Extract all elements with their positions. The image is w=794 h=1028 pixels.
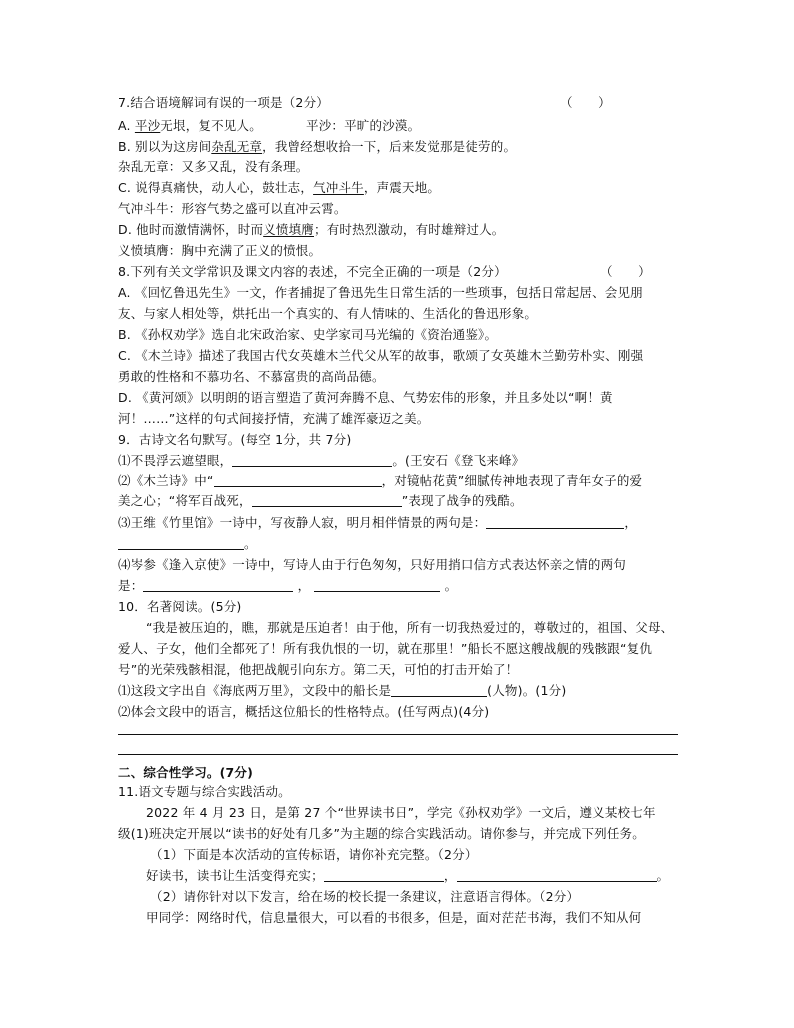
q8-option-a-line1: A. 《回忆鲁迅先生》一文，作者捕捉了鲁迅先生日常生活的一些琐事，包括日常起居、会见朋 — [118, 285, 643, 300]
answer-blank[interactable] — [457, 868, 657, 882]
answer-blank[interactable] — [143, 578, 293, 592]
q7-d-word: 义愤填膺 — [263, 222, 314, 237]
q8-stem: 8.下列有关文学常识及课文内容的表述，不完全正确的一项是（2分） — [118, 264, 507, 279]
q7-d-definition: 义愤填膺：胸中充满了正义的愤恨。 — [118, 243, 322, 258]
q8-option-c-line2: 勇敢的性格和不慕功名、不慕富贵的高尚品德。 — [118, 369, 385, 384]
q7-a-word: 平沙 — [134, 118, 161, 133]
q7-option-c: C. 说得真痛快，动人心，鼓壮志，气冲斗牛，声震天地。 — [118, 180, 441, 195]
q10-subquestion-1: ⑴这段文字出自《海底两万里》，文段中的船长是 (人物)。(1分) — [118, 683, 567, 698]
q10-passage-line1: “我是被压迫的，瞧，那就是压迫者！由于他，所有一切我热爱过的，尊敬过的，祖国、父母、 — [146, 620, 674, 635]
answer-line[interactable] — [118, 734, 678, 735]
q11-stem: 11.语文专题与综合实践活动。 — [118, 784, 291, 799]
q10-passage-line3: 号”的光荣残骸相混，他把战舰引向东方。第二天，可怕的打击开始了！ — [118, 662, 519, 677]
q7-c-definition: 气冲斗牛：形容气势之盛可以直冲云霄。 — [118, 201, 347, 216]
q11-task-2: （2）请你针对以下发言，给在场的校长提一条建议，注意语言得体。（2分） — [150, 889, 580, 904]
q9-item-4: ⑷岑参《逢入京使》一诗中，写诗人由于行色匆匆，只好用捎口信方式表达怀亲之情的两句 — [118, 557, 627, 572]
q9-item-2-cont: 美之心；“将军百战死， ”表现了战争的残酷。 — [118, 493, 523, 508]
q11-intro-line1: 2022 年 4 月 23 日，是第 27 个“世界读书日”，学完《孙权劝学》一文后，遵义某校七年 — [146, 805, 656, 820]
answer-blank[interactable] — [252, 493, 402, 507]
q8-option-a-line2: 友、与家人相处等，烘托出一个真实的、有人情味的、生活化的鲁迅形象。 — [118, 306, 538, 321]
q11-task-1: （1）下面是本次活动的宣传标语，请你补充完整。（2分） — [150, 847, 478, 862]
q10-subquestion-2: ⑵体会文段中的语言，概括这位船长的性格特点。(任写两点)(4分) — [118, 704, 490, 719]
q9-item-2: ⑵《木兰诗》中“ ，对镜帖花黄”细腻传神地表现了青年女子的爱 — [118, 473, 643, 488]
q9-stem: 9．古诗文名句默写。(每空 1分，共 7分) — [118, 432, 352, 447]
q8-option-c-line1: C. 《木兰诗》描述了我国古代女英雄木兰代父从军的故事，歌颂了女英雄木兰勤劳朴实、刚强 — [118, 348, 644, 363]
q7-a-definition: 平沙：平旷的沙漠。 — [306, 118, 421, 133]
q8-option-d-line1: D. 《黄河颂》以明朗的语言塑造了黄河奔腾不息、气势宏伟的形象，并且多处以“啊！黄 — [118, 390, 613, 405]
answer-blank[interactable] — [324, 868, 444, 882]
q7-b-definition: 杂乱无章：又多又乱，没有条理。 — [118, 159, 309, 174]
q7-option-d: D. 他时而激情满怀，时而义愤填膺；有时热烈激动，有时雄辩过人。 — [118, 222, 505, 237]
q9-item-3: ⑶王维《竹里馆》一诗中，写夜静人寂，明月相伴情景的两句是： ， — [118, 515, 638, 530]
answer-blank[interactable] — [314, 578, 440, 592]
answer-blank[interactable] — [232, 453, 392, 467]
q11-task-2-speech: 甲同学：网络时代，信息量很大，可以看的书很多，但是，面对茫茫书海，我们不知从何 — [146, 910, 642, 925]
q10-stem: 10．名著阅读。(5分) — [118, 599, 242, 614]
q8-answer-paren: （ ） — [600, 264, 651, 279]
q7-b-word: 杂乱无章 — [211, 139, 263, 154]
answer-blank[interactable] — [486, 515, 624, 529]
q10-passage-line2: 爱人、子女，他们全都死了！所有我仇恨的一切，就在那里！”船长不愿这艘战舰的残骸跟“复仇 — [118, 641, 653, 656]
q9-item-1: ⑴不畏浮云遮望眼， 。(王安石《登飞来峰》 — [118, 453, 525, 468]
q11-task-1-slogan: 好读书，读书让生活变得充实； ， 。 — [146, 868, 670, 883]
q7-c-word: 气冲斗牛 — [313, 180, 364, 195]
q7-stem — [118, 94, 329, 112]
q8-option-d-line2: 河！……”这样的句式间接抒情，充满了雄浑豪迈之美。 — [118, 411, 430, 426]
answer-blank[interactable] — [118, 536, 244, 550]
section2-title: 二、综合性学习。(7分) — [118, 765, 254, 780]
answer-blank[interactable] — [214, 473, 382, 487]
answer-line[interactable] — [118, 754, 678, 755]
q9-item-4-cont: 是： ， 。 — [118, 578, 458, 593]
q7-stem-text: 7.结合语境解词有误的一项是（2分） — [118, 95, 329, 110]
q7-option-a: A. 平沙无垠，复不见人。 — [118, 118, 262, 133]
q7-option-b: B. 别以为这房间杂乱无章，我曾经想收拾一下，后来发觉那是徒劳的。 — [118, 139, 517, 154]
answer-blank[interactable] — [391, 683, 487, 697]
q11-intro-line2: 级(1)班决定开展以“读书的好处有几多”为主题的综合实践活动。请你参与，并完成下列任务。 — [118, 826, 645, 841]
q8-option-b: B. 《孙权劝学》选自北宋政治家、史学家司马光编的《资治通鉴》。 — [118, 327, 498, 342]
q9-item-3-cont: 。 — [118, 535, 257, 553]
q7-answer-paren: （ ） — [560, 95, 611, 110]
